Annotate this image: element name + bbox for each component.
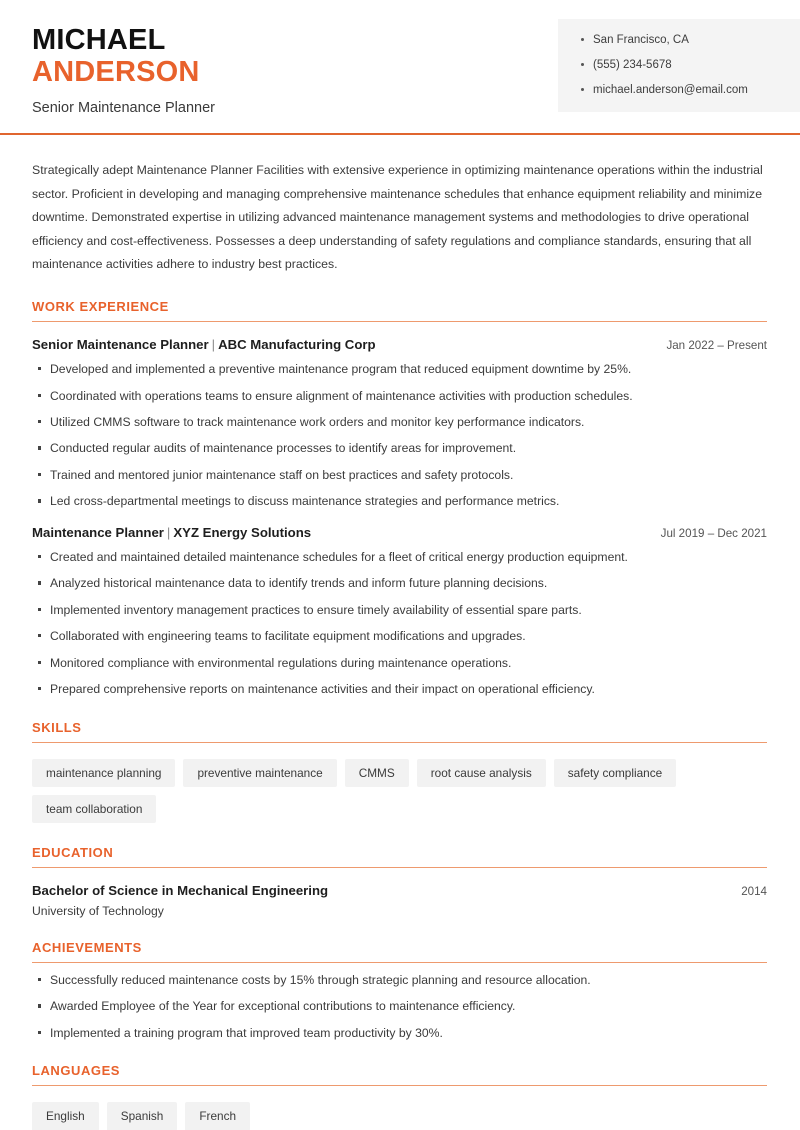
languages-tag-list <box>32 1102 767 1130</box>
experience-date: Jan 2022 – Present <box>666 339 767 353</box>
section-work-experience <box>32 299 767 698</box>
experience-separator: | <box>211 337 216 353</box>
contact-info-box <box>558 19 800 112</box>
experience-bullet-list <box>32 549 767 698</box>
experience-company: XYZ Energy Solutions <box>173 524 312 540</box>
resume-content <box>0 159 800 1130</box>
skill-tag: maintenance planning <box>32 759 175 787</box>
language-tag: Spanish <box>107 1102 178 1130</box>
experience-entry-header <box>32 525 767 540</box>
skill-tag: safety compliance <box>554 759 676 787</box>
section-title-education: EDUCATION <box>32 845 767 868</box>
skill-tag: CMMS <box>345 759 409 787</box>
experience-title-line <box>32 337 376 352</box>
section-title-skills: SKILLS <box>32 720 767 743</box>
section-education <box>32 845 767 918</box>
section-title-achievements: ACHIEVEMENTS <box>32 940 767 963</box>
section-achievements <box>32 940 767 1041</box>
experience-bullet: Led cross-departmental meetings to discuss maintenance strategies and performance metrics. <box>32 493 767 509</box>
header-identity <box>0 0 215 116</box>
experience-role: Senior Maintenance Planner <box>32 337 209 353</box>
education-degree: Bachelor of Science in Mechanical Engineering <box>32 882 329 898</box>
professional-summary: Strategically adept Maintenance Planner Facilities with extensive experience in optimizing maintenance operations within the industrial sector. Proficient in developing and managing comprehensive maintenance schedules that enhance equipment reliability and minimize downtime. Demonstrated expertise in utilizing advanced maintenance management systems and methodologies to drive operational efficiency and cost-effectiveness. Possesses a deep understanding of safety regulations and compliance standards, ensuring that all maintenance activities adhere to industry best practices. <box>32 163 763 272</box>
language-tag: English <box>32 1102 99 1130</box>
section-title-work-experience: WORK EXPERIENCE <box>32 299 767 322</box>
experience-entry <box>32 525 767 698</box>
experience-bullet: Coordinated with operations teams to ensure alignment of maintenance activities with production schedules. <box>32 388 767 404</box>
experience-date: Jul 2019 – Dec 2021 <box>660 526 767 540</box>
experience-title-line <box>32 525 311 540</box>
section-languages <box>32 1063 767 1130</box>
contact-phone[interactable]: (555) 234-5678 <box>580 58 780 73</box>
skill-tag: preventive maintenance <box>183 759 336 787</box>
experience-role: Maintenance Planner <box>32 524 164 540</box>
education-school: University of Technology <box>32 903 164 918</box>
experience-bullet: Implemented inventory management practices to ensure timely availability of essential spare parts. <box>32 602 767 618</box>
experience-entry-header <box>32 337 767 352</box>
experience-bullet: Collaborated with engineering teams to facilitate equipment modifications and upgrades. <box>32 628 767 644</box>
skills-tag-list <box>32 759 767 823</box>
achievement-bullet: Awarded Employee of the Year for exceptional contributions to maintenance efficiency. <box>32 998 767 1014</box>
contact-email[interactable]: michael.anderson@email.com <box>580 83 780 98</box>
first-name: MICHAEL <box>32 24 166 56</box>
skill-tag: root cause analysis <box>417 759 546 787</box>
experience-bullet: Utilized CMMS software to track maintenance work orders and monitor key performance indicators. <box>32 414 767 430</box>
education-entry <box>32 883 767 918</box>
experience-separator: | <box>166 524 171 540</box>
experience-bullet: Monitored compliance with environmental regulations during maintenance operations. <box>32 655 767 671</box>
section-skills <box>32 720 767 823</box>
contact-location: San Francisco, CA <box>580 33 780 48</box>
experience-entry <box>32 337 767 510</box>
section-title-languages: LANGUAGES <box>32 1063 767 1086</box>
experience-bullet: Conducted regular audits of maintenance processes to identify areas for improvement. <box>32 440 767 456</box>
experience-bullet: Prepared comprehensive reports on maintenance activities and their impact on operational efficiency. <box>32 681 767 697</box>
experience-bullet: Created and maintained detailed maintenance schedules for a fleet of critical energy production equipment. <box>32 549 767 565</box>
experience-bullet: Analyzed historical maintenance data to identify trends and inform future planning decisions. <box>32 575 767 591</box>
experience-bullet: Trained and mentored junior maintenance staff on best practices and safety protocols. <box>32 467 767 483</box>
last-name: ANDERSON <box>32 56 200 89</box>
education-year: 2014 <box>741 884 767 898</box>
experience-bullet-list <box>32 361 767 510</box>
resume-header <box>0 0 800 135</box>
contact-list <box>580 33 780 98</box>
education-entry-header <box>32 883 767 898</box>
skill-tag: team collaboration <box>32 795 156 823</box>
achievements-bullet-list <box>32 972 767 1041</box>
experience-bullet: Developed and implemented a preventive maintenance program that reduced equipment downtime by 25%. <box>32 361 767 377</box>
achievement-bullet: Successfully reduced maintenance costs by 15% through strategic planning and resource allocation. <box>32 972 767 988</box>
professional-title: Senior Maintenance Planner <box>32 99 215 116</box>
achievement-bullet: Implemented a training program that improved team productivity by 30%. <box>32 1025 767 1041</box>
language-tag: French <box>185 1102 250 1130</box>
experience-company: ABC Manufacturing Corp <box>218 337 376 353</box>
